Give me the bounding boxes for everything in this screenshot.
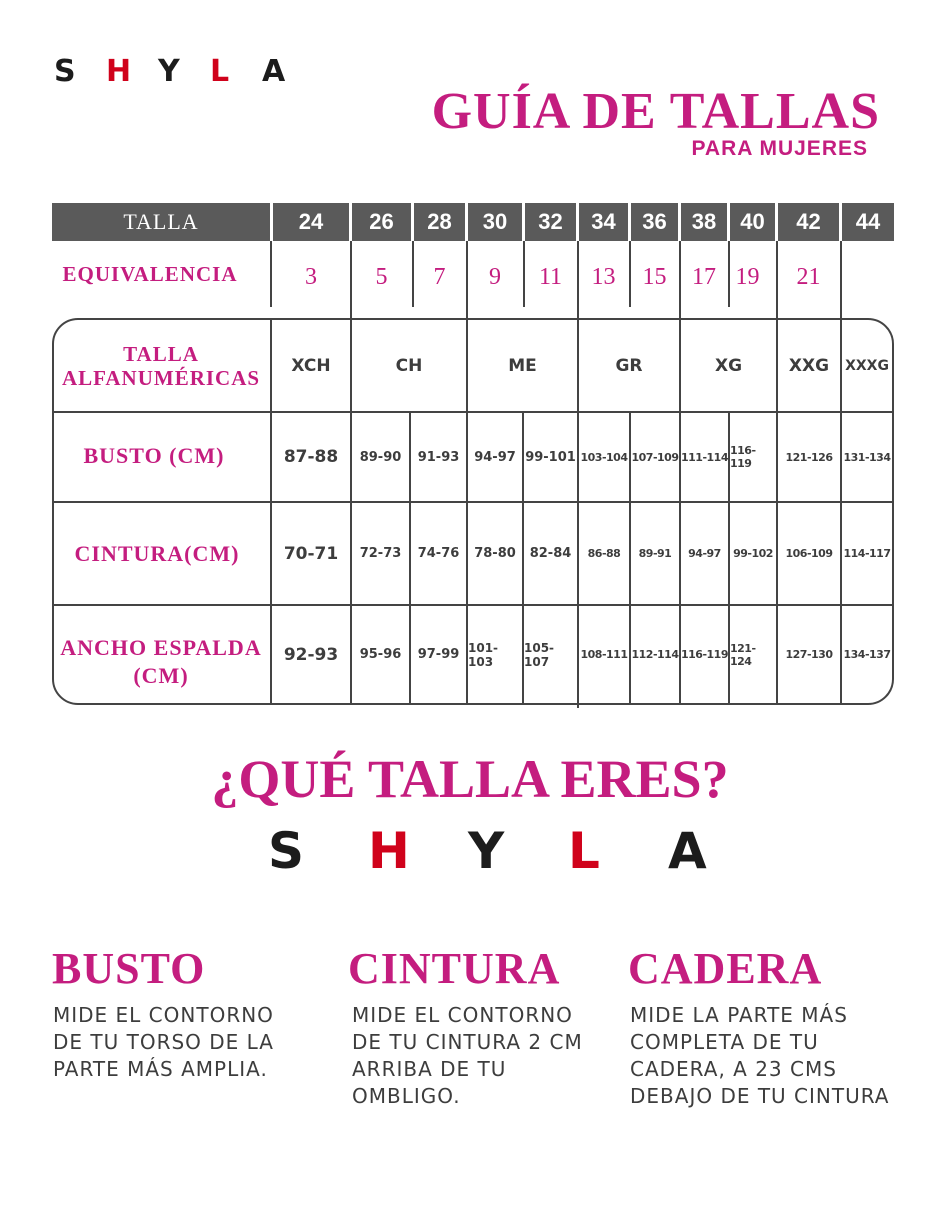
page-title: GUÍA DE TALLAS bbox=[431, 83, 880, 140]
cintura-instructions: MIDE EL CONTORNO DE TU CINTURA 2 CM ARRIBA DE TU OMBLIGO. bbox=[352, 1003, 583, 1108]
busto-label: BUSTO (CM) bbox=[83, 443, 225, 468]
espalda-label-line: ANCHO ESPALDA bbox=[60, 635, 262, 660]
header-size: 38 bbox=[681, 203, 727, 241]
header-size: 24 bbox=[273, 203, 349, 241]
espalda-value: 121-124 bbox=[730, 641, 756, 668]
espalda-value: 105-107 bbox=[524, 640, 555, 669]
question-heading: ¿QUÉ TALLA ERES? bbox=[211, 749, 729, 809]
divider bbox=[466, 241, 468, 318]
cintura-value: 74-76 bbox=[417, 546, 460, 561]
page-subtitle: PARA MUJERES bbox=[691, 137, 868, 160]
divider bbox=[679, 241, 681, 318]
cintura-value: 94-97 bbox=[688, 547, 721, 560]
cintura-value: 114-117 bbox=[843, 547, 891, 560]
cintura-value: 86-88 bbox=[587, 547, 621, 560]
equivalencia-value: 17 bbox=[692, 264, 716, 290]
espalda-label-line: (CM) bbox=[133, 663, 189, 688]
equivalencia-label: EQUIVALENCIA bbox=[62, 262, 238, 286]
cintura-value: 78-80 bbox=[474, 546, 516, 561]
logo-letter: L bbox=[210, 54, 230, 89]
alfa-size: XG bbox=[714, 355, 743, 376]
cintura-value: 82-84 bbox=[529, 546, 572, 561]
cintura-value: 89-91 bbox=[638, 547, 672, 560]
equivalencia-value: 9 bbox=[489, 264, 501, 290]
espalda-value: 92-93 bbox=[283, 644, 339, 665]
equivalencia-value: 13 bbox=[591, 264, 616, 290]
cintura-heading: CINTURA bbox=[348, 944, 561, 993]
logo-letter: S bbox=[54, 54, 76, 89]
divider bbox=[350, 241, 352, 318]
divider bbox=[412, 241, 414, 307]
cintura-label: CINTURA(CM) bbox=[74, 541, 240, 566]
header-size: 36 bbox=[631, 203, 678, 241]
divider bbox=[629, 241, 631, 307]
divider bbox=[577, 241, 579, 318]
alfa-size: GR bbox=[615, 355, 643, 376]
logo-letter: H bbox=[106, 54, 132, 89]
busto-value: 103-104 bbox=[580, 450, 628, 464]
logo-letter: L bbox=[568, 822, 600, 880]
cadera-heading: CADERA bbox=[628, 944, 823, 993]
equivalencia-value: 7 bbox=[433, 264, 446, 290]
busto-value: 121-126 bbox=[785, 450, 833, 464]
brand-logo bbox=[268, 822, 768, 880]
cintura-value: 106-109 bbox=[785, 547, 833, 560]
logo-letter: A bbox=[668, 822, 707, 880]
divider bbox=[270, 241, 272, 307]
equivalencia-value: 5 bbox=[375, 264, 388, 290]
logo-letter: Y bbox=[158, 54, 180, 89]
equivalencia-value: 19 bbox=[735, 264, 760, 290]
logo-letter: A bbox=[262, 54, 286, 89]
alfa-label-line: ALFANUMÉRICAS bbox=[61, 366, 261, 390]
busto-value: 107-109 bbox=[631, 450, 679, 464]
busto-value: 87-88 bbox=[283, 447, 339, 467]
header-size: 40 bbox=[730, 203, 775, 241]
header-size: 42 bbox=[778, 203, 839, 241]
espalda-value: 112-114 bbox=[631, 648, 679, 661]
busto-value: 116-119 bbox=[730, 444, 756, 470]
cintura-value: 99-102 bbox=[733, 547, 773, 560]
busto-value: 111-114 bbox=[681, 450, 728, 464]
espalda-value: 97-99 bbox=[417, 647, 460, 662]
divider bbox=[728, 241, 730, 307]
divider bbox=[523, 241, 525, 307]
brand-logo bbox=[54, 54, 314, 89]
busto-value: 89-90 bbox=[359, 449, 402, 465]
header-size: 28 bbox=[414, 203, 465, 241]
espalda-value: 116-119 bbox=[681, 648, 728, 661]
header-talla-label: TALLA bbox=[52, 203, 270, 241]
alfa-size: ME bbox=[508, 355, 537, 376]
equivalencia-value: 11 bbox=[538, 264, 563, 290]
busto-heading: BUSTO bbox=[52, 944, 206, 993]
header-size: 34 bbox=[579, 203, 628, 241]
alfa-label bbox=[54, 342, 268, 390]
header-size: 26 bbox=[352, 203, 411, 241]
alfa-label-line: TALLA bbox=[123, 342, 199, 366]
equivalencia-value: 3 bbox=[305, 264, 317, 290]
espalda-value: 127-130 bbox=[785, 648, 833, 661]
logo-letter: H bbox=[368, 822, 410, 880]
equivalencia-value: 21 bbox=[796, 264, 821, 290]
busto-value: 99-101 bbox=[525, 449, 576, 465]
alfa-size: XXG bbox=[788, 355, 830, 376]
logo-letter: Y bbox=[468, 822, 505, 880]
alfa-size: XXXG bbox=[845, 357, 889, 374]
divider bbox=[840, 241, 842, 318]
cintura-value: 70-71 bbox=[283, 543, 339, 564]
espalda-value: 95-96 bbox=[359, 647, 402, 662]
busto-value: 131-134 bbox=[843, 450, 891, 464]
alfa-size: CH bbox=[395, 355, 423, 376]
equivalencia-value: 15 bbox=[642, 264, 667, 290]
alfa-size: XCH bbox=[291, 355, 331, 376]
espalda-value: 134-137 bbox=[843, 648, 891, 661]
header-size: 44 bbox=[842, 203, 894, 241]
espalda-label bbox=[54, 634, 268, 690]
espalda-value: 108-111 bbox=[580, 648, 628, 661]
header-size: 32 bbox=[525, 203, 576, 241]
divider bbox=[776, 241, 778, 318]
header-size: 30 bbox=[468, 203, 522, 241]
cintura-value: 72-73 bbox=[359, 546, 402, 561]
espalda-value: 101-103 bbox=[468, 640, 499, 669]
busto-value: 91-93 bbox=[417, 449, 460, 465]
busto-instructions: MIDE EL CONTORNO DE TU TORSO DE LA PARTE MÁS AMPLIA. bbox=[53, 1003, 274, 1081]
cadera-instructions: MIDE LA PARTE MÁS COMPLETA DE TU CADERA, A 23 CMS DEBAJO DE TU CINTURA bbox=[630, 1003, 890, 1108]
busto-value: 94-97 bbox=[474, 449, 516, 465]
logo-letter: S bbox=[268, 822, 305, 880]
